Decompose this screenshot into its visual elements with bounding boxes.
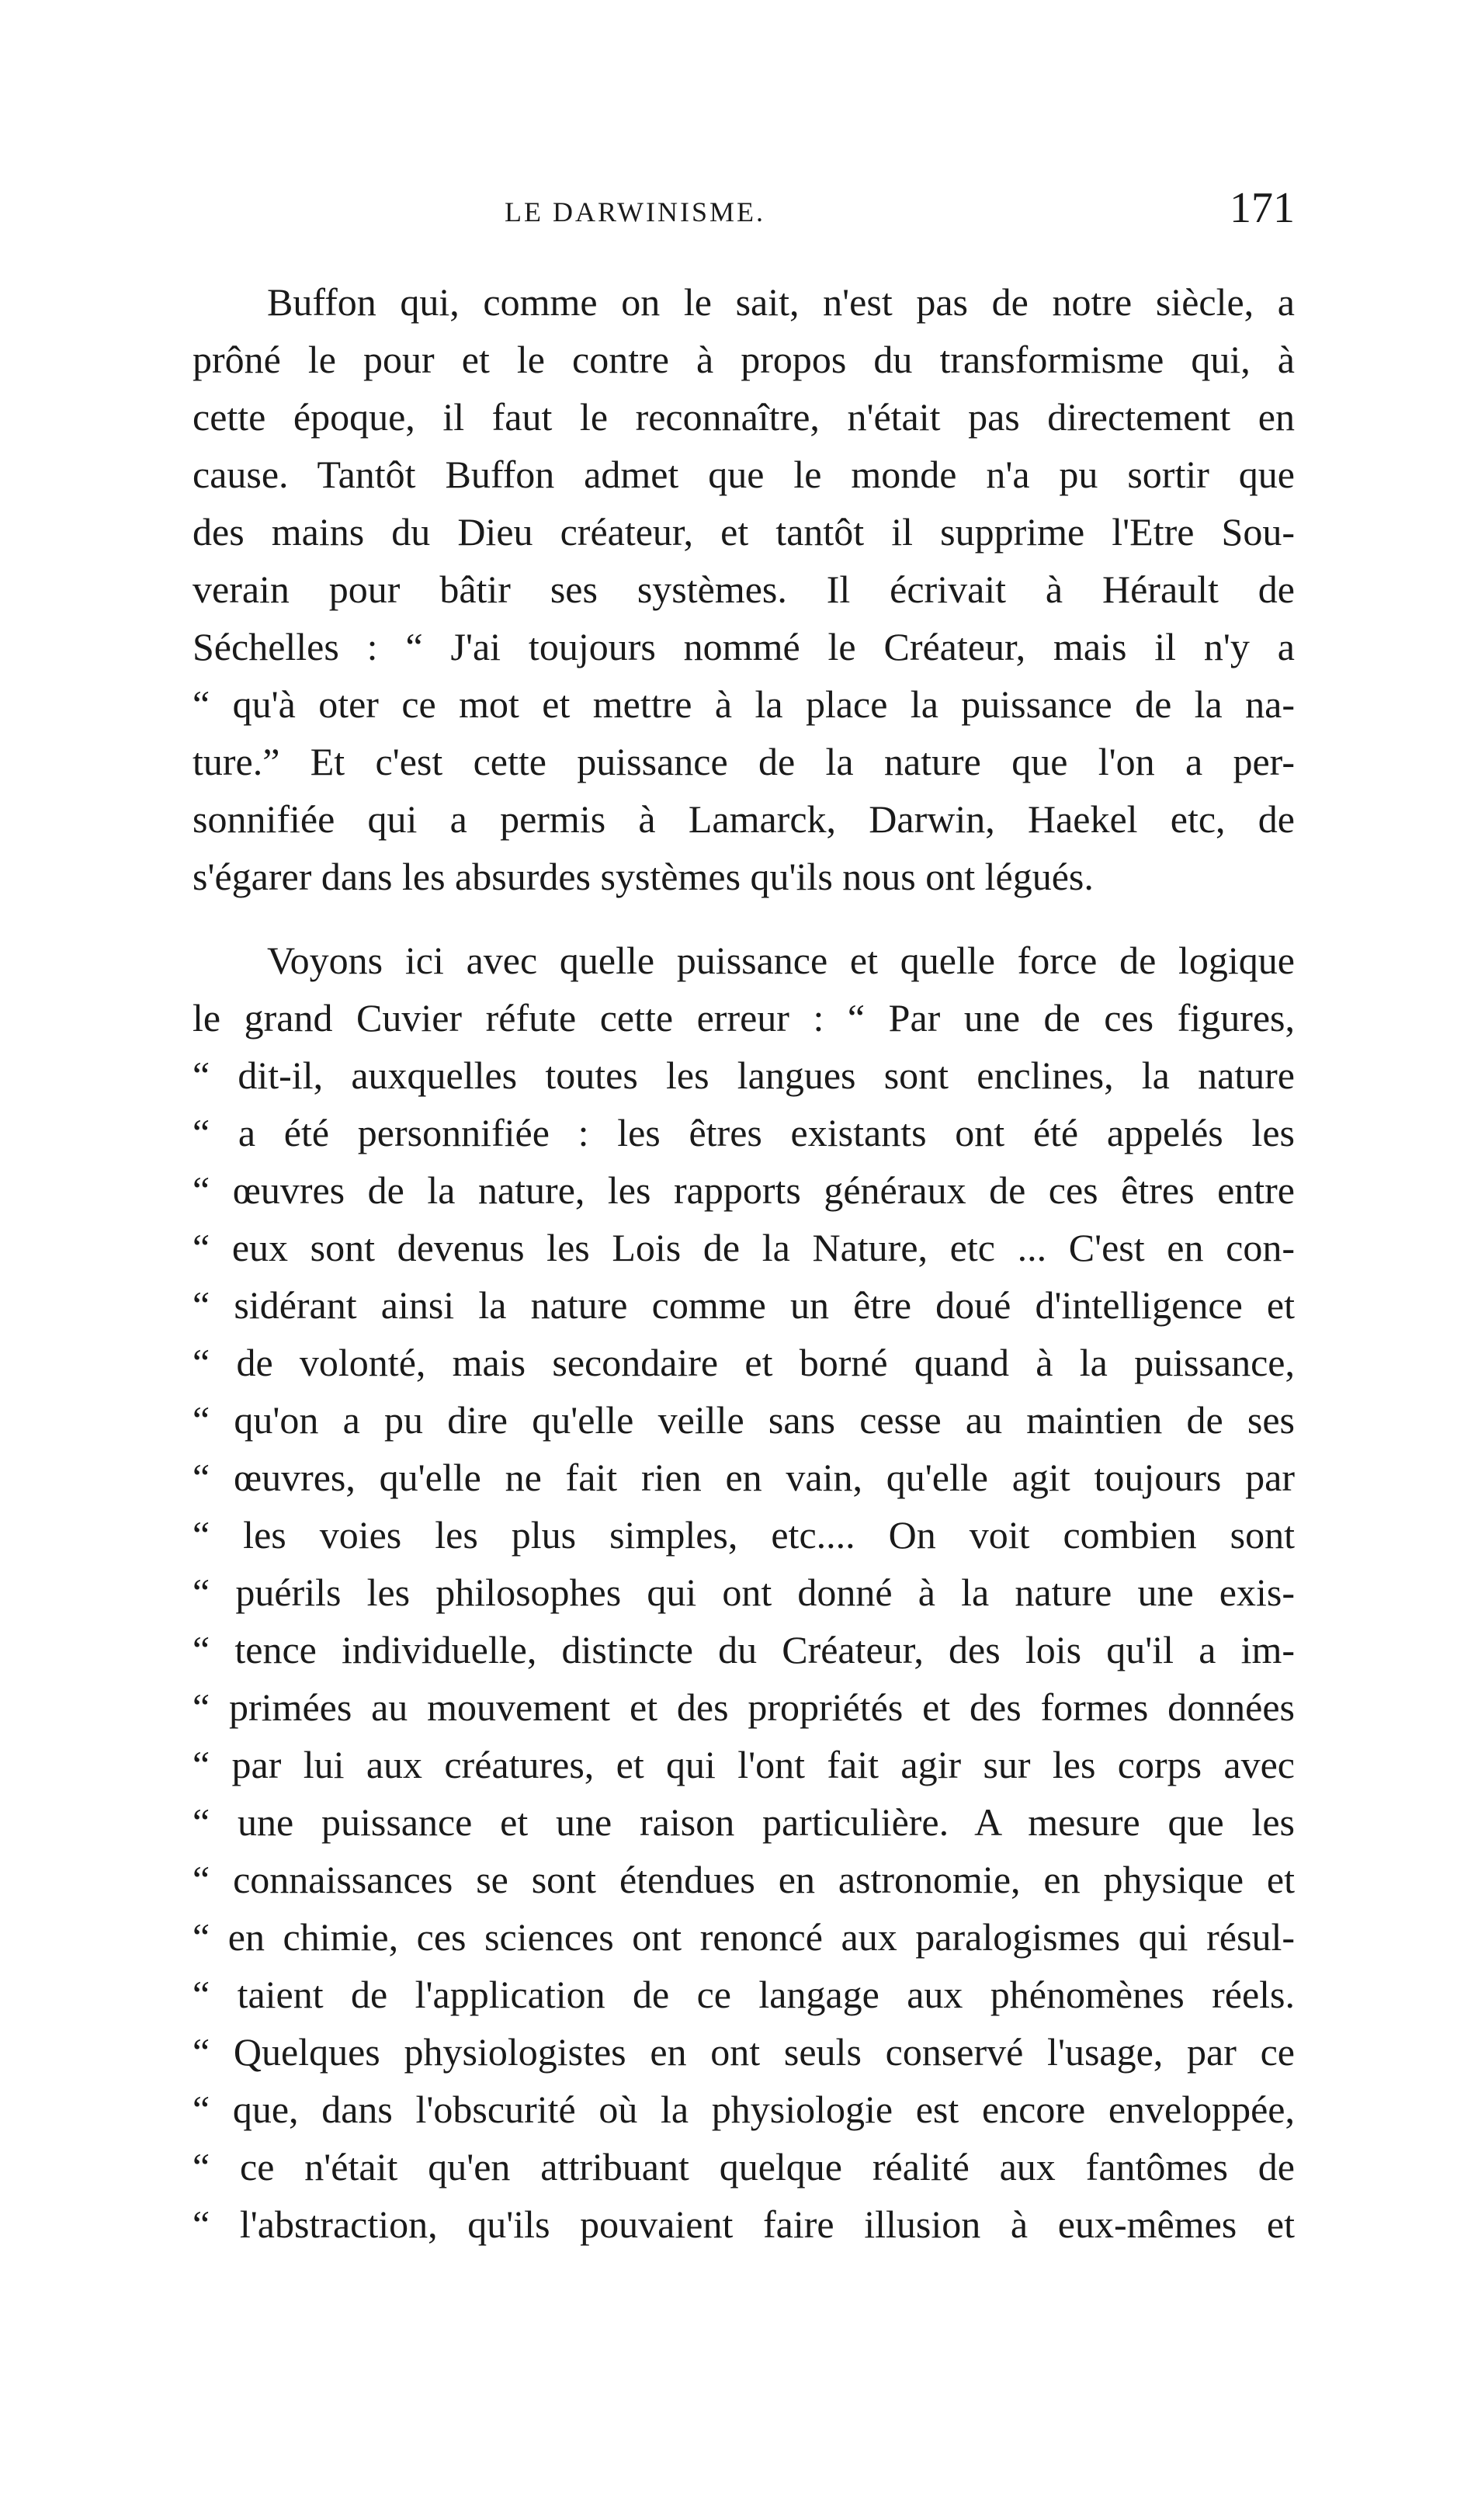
text-line: prôné le pour et le contre à propos du transformisme qui, à (193, 338, 1295, 381)
text-line: le grand Cuvier réfute cette erreur : “ Par une de ces figures, (193, 996, 1295, 1040)
running-title: LE DARWINISME. (505, 196, 765, 227)
text-line: “ de volonté, mais secondaire et borné quand à la puissance, (193, 1341, 1295, 1384)
text-line: “ ce n'était qu'en attribuant quelque réalité aux fantômes de (193, 2145, 1295, 2189)
text-line: “ primées au mouvement et des propriétés et des formes données (193, 1685, 1295, 1729)
text-line: “ eux sont devenus les Lois de la Nature, etc ... C'est en con- (193, 1226, 1295, 1269)
text-line: ture.” Et c'est cette puissance de la nature que l'on a per- (193, 740, 1295, 783)
text-line: “ œuvres, qu'elle ne fait rien en vain, qu'elle agit toujours par (193, 1456, 1295, 1499)
text-line: “ qu'on a pu dire qu'elle veille sans cesse au maintien de ses (193, 1398, 1295, 1442)
text-line: “ dit-il, auxquelles toutes les langues sont enclines, la nature (193, 1053, 1295, 1097)
text-line: “ taient de l'application de ce langage aux phénomènes réels. (193, 1973, 1295, 2016)
text-line: “ par lui aux créatures, et qui l'ont fait agir sur les corps avec (193, 1743, 1295, 1786)
running-head (193, 183, 1295, 238)
text-line: “ Quelques physiologistes en ont seuls conservé l'usage, par ce (193, 2030, 1295, 2074)
text-line: “ sidérant ainsi la nature comme un être doué d'intelligence et (193, 1283, 1295, 1327)
text-line: Buffon qui, comme on le sait, n'est pas de notre siècle, a (267, 280, 1295, 324)
text-line: des mains du Dieu créateur, et tantôt il supprime l'Etre Sou- (193, 510, 1295, 554)
text-line: “ en chimie, ces sciences ont renoncé aux paralogismes qui résul- (193, 1915, 1295, 1959)
paragraph-1 (193, 273, 1295, 905)
text-line: verain pour bâtir ses systèmes. Il écrivait à Hérault de (193, 568, 1295, 611)
text-line: Voyons ici avec quelle puissance et quelle force de logique (267, 939, 1295, 982)
text-line: Séchelles : “ J'ai toujours nommé le Créateur, mais il n'y a (193, 625, 1295, 668)
text-line: cette époque, il faut le reconnaître, n'était pas directement en (193, 395, 1295, 439)
text-line: “ qu'à oter ce mot et mettre à la place la puissance de la na- (193, 682, 1295, 726)
text-line: sonnifiée qui a permis à Lamarck, Darwin, Haekel etc, de (193, 797, 1295, 841)
text-line: “ tence individuelle, distincte du Créateur, des lois qu'il a im- (193, 1628, 1295, 1671)
text-line: “ l'abstraction, qu'ils pouvaient faire illusion à eux-mêmes et (193, 2202, 1295, 2246)
text-line: cause. Tantôt Buffon admet que le monde n'a pu sortir que (193, 453, 1295, 496)
text-line: “ les voies les plus simples, etc.... On voit combien sont (193, 1513, 1295, 1557)
paragraph-2 (193, 932, 1295, 2253)
text-line: “ a été personnifiée : les êtres existants ont été appelés les (193, 1111, 1295, 1154)
text-line: “ que, dans l'obscurité où la physiologie est encore enveloppée, (193, 2088, 1295, 2131)
page-number: 171 (1230, 184, 1295, 232)
text-line: s'égarer dans les absurdes systèmes qu'ils nous ont légués. (193, 855, 1094, 898)
text-line: “ une puissance et une raison particulière. A mesure que les (193, 1800, 1295, 1844)
text-line: “ puérils les philosophes qui ont donné à la nature une exis- (193, 1571, 1295, 1614)
text-line: “ connaissances se sont étendues en astronomie, en physique et (193, 1858, 1295, 1901)
text-line: “ œuvres de la nature, les rapports généraux de ces êtres entre (193, 1168, 1295, 1212)
